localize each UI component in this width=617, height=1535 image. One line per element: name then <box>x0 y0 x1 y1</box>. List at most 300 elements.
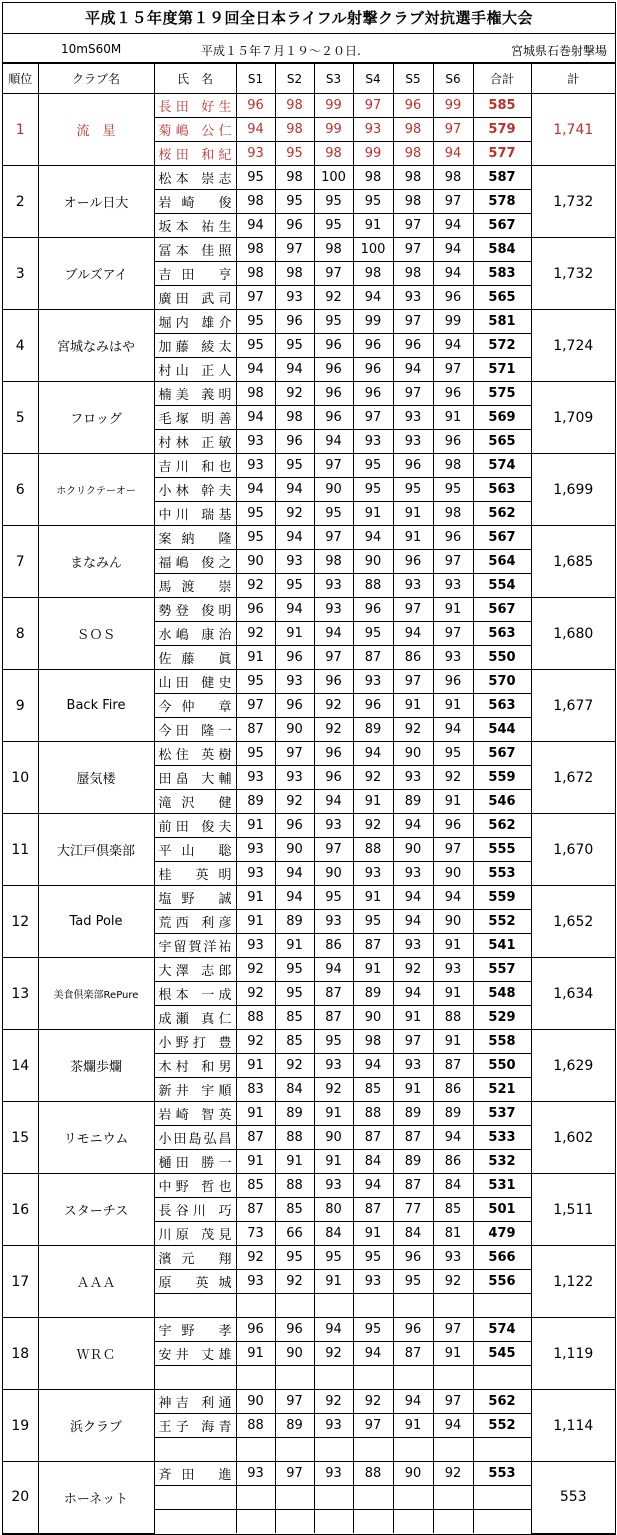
shooter-name: 根本 一成 <box>154 982 236 1006</box>
series-score-s2: 90 <box>275 718 314 742</box>
series-score-s3: 97 <box>314 454 353 478</box>
series-score-s6: 95 <box>433 742 473 766</box>
shooter-sum: 577 <box>473 142 531 166</box>
series-score-s5: 90 <box>393 1462 433 1486</box>
series-score-s2: 93 <box>275 550 314 574</box>
shooter-sum: 531 <box>473 1174 531 1198</box>
club-name: 蜃気楼 <box>38 742 154 814</box>
shooter-name: 福嶋 俊之 <box>154 550 236 574</box>
series-score-s3: 95 <box>314 1246 353 1270</box>
series-score-s3: 93 <box>314 1174 353 1198</box>
series-score-s6: 91 <box>433 1030 473 1054</box>
shooter-name: 中川 瑞基 <box>154 502 236 526</box>
series-score-s5: 94 <box>393 910 433 934</box>
club-name: Back Fire <box>38 670 154 742</box>
club-name: 大江戸倶楽部 <box>38 814 154 886</box>
series-score-s5 <box>393 1486 433 1510</box>
shooter-name: 前田 俊夫 <box>154 814 236 838</box>
shooter-sum: 532 <box>473 1150 531 1174</box>
team-total: 1,724 <box>531 310 615 382</box>
series-score-s3: 95 <box>314 214 353 238</box>
rank-cell: 10 <box>3 742 38 814</box>
series-score-s1: 91 <box>236 1342 275 1366</box>
shooter-name: 坂本 祐生 <box>154 214 236 238</box>
table-row <box>3 670 615 694</box>
rank-cell: 2 <box>3 166 38 238</box>
shooter-name: 長田 好生 <box>154 94 236 118</box>
shooter-name: 堀内 雄介 <box>154 310 236 334</box>
series-score-s1: 94 <box>236 214 275 238</box>
series-score-s3: 95 <box>314 886 353 910</box>
shooter-name: 樋田 勝一 <box>154 1150 236 1174</box>
series-score-s2: 92 <box>275 1054 314 1078</box>
series-score-s1: 95 <box>236 310 275 334</box>
shooter-sum: 541 <box>473 934 531 958</box>
series-score-s4: 95 <box>353 910 393 934</box>
shooter-sum: 566 <box>473 1246 531 1270</box>
series-score-s4: 96 <box>353 334 393 358</box>
series-score-s6: 95 <box>433 478 473 502</box>
series-score-s6: 99 <box>433 94 473 118</box>
series-score-s2: 96 <box>275 814 314 838</box>
table-row <box>3 1246 615 1270</box>
series-score-s2: 89 <box>275 910 314 934</box>
series-score-s4: 94 <box>353 286 393 310</box>
series-score-s6: 87 <box>433 1054 473 1078</box>
series-score-s4: 93 <box>353 670 393 694</box>
series-score-s1: 94 <box>236 358 275 382</box>
series-score-s2: 96 <box>275 214 314 238</box>
rank-cell: 18 <box>3 1318 38 1390</box>
shooter-name: 冨本 佳照 <box>154 238 236 262</box>
shooter-name: 松本 崇志 <box>154 166 236 190</box>
series-score-s4: 87 <box>353 1198 393 1222</box>
series-score-s4: 97 <box>353 1414 393 1438</box>
series-score-s6: 96 <box>433 286 473 310</box>
series-score-s6 <box>433 1510 473 1534</box>
shooter-name: 岩崎 俊 <box>154 190 236 214</box>
series-score-s3 <box>314 1486 353 1510</box>
shooter-sum: 581 <box>473 310 531 334</box>
club-name: 茶爛歩爛 <box>38 1030 154 1102</box>
shooter-sum: 570 <box>473 670 531 694</box>
results-table <box>3 63 615 1534</box>
series-score-s2: 98 <box>275 118 314 142</box>
team-total: 1,114 <box>531 1390 615 1462</box>
series-score-s4 <box>353 1294 393 1318</box>
series-score-s6: 96 <box>433 670 473 694</box>
series-score-s4: 88 <box>353 838 393 862</box>
series-score-s4: 95 <box>353 478 393 502</box>
series-score-s5: 94 <box>393 982 433 1006</box>
series-score-s4: 98 <box>353 1030 393 1054</box>
team-total: 1,672 <box>531 742 615 814</box>
series-score-s4: 91 <box>353 1222 393 1246</box>
team-total: 1,629 <box>531 1030 615 1102</box>
shooter-sum: 584 <box>473 238 531 262</box>
series-score-s2: 96 <box>275 310 314 334</box>
series-score-s4: 92 <box>353 814 393 838</box>
series-score-s5: 94 <box>393 814 433 838</box>
series-score-s6: 85 <box>433 1198 473 1222</box>
series-score-s2: 94 <box>275 478 314 502</box>
series-score-s2: 95 <box>275 190 314 214</box>
series-score-s2: 94 <box>275 358 314 382</box>
series-score-s4: 95 <box>353 1318 393 1342</box>
shooter-name: 山田 健史 <box>154 670 236 694</box>
series-score-s1: 95 <box>236 166 275 190</box>
rank-cell: 14 <box>3 1030 38 1102</box>
series-score-s5: 90 <box>393 838 433 862</box>
table-row <box>3 1102 615 1126</box>
shooter-sum: 533 <box>473 1126 531 1150</box>
series-score-s1: 93 <box>236 862 275 886</box>
series-score-s6: 91 <box>433 790 473 814</box>
shooter-sum: 574 <box>473 1318 531 1342</box>
series-score-s5: 93 <box>393 1054 433 1078</box>
series-score-s6 <box>433 1438 473 1462</box>
series-score-s1 <box>236 1510 275 1534</box>
shooter-name: 木村 和男 <box>154 1054 236 1078</box>
series-score-s4: 92 <box>353 1390 393 1414</box>
rank-cell: 1 <box>3 94 38 166</box>
series-score-s3 <box>314 1294 353 1318</box>
shooter-sum: 550 <box>473 646 531 670</box>
series-score-s4: 91 <box>353 790 393 814</box>
rank-cell: 15 <box>3 1102 38 1174</box>
header-total: 計 <box>531 64 615 94</box>
shooter-name: 斉田 進 <box>154 1462 236 1486</box>
header-s1: S1 <box>236 64 275 94</box>
header-rank: 順位 <box>3 64 38 94</box>
series-score-s3: 93 <box>314 1054 353 1078</box>
rank-cell: 7 <box>3 526 38 598</box>
series-score-s4: 91 <box>353 958 393 982</box>
club-name: ホクリクテーオー <box>38 454 154 526</box>
series-score-s2: 92 <box>275 790 314 814</box>
team-total: 1,677 <box>531 670 615 742</box>
series-score-s5: 97 <box>393 238 433 262</box>
table-row <box>3 1030 615 1054</box>
series-score-s4: 94 <box>353 526 393 550</box>
series-score-s1: 93 <box>236 142 275 166</box>
series-score-s1: 92 <box>236 574 275 598</box>
series-score-s6: 81 <box>433 1222 473 1246</box>
series-score-s5: 94 <box>393 622 433 646</box>
series-score-s2: 84 <box>275 1078 314 1102</box>
shooter-name: 平山 聡 <box>154 838 236 862</box>
shooter-sum: 529 <box>473 1006 531 1030</box>
series-score-s3: 94 <box>314 430 353 454</box>
series-score-s4 <box>353 1438 393 1462</box>
series-score-s3: 94 <box>314 622 353 646</box>
shooter-name <box>154 1486 236 1510</box>
series-score-s3: 93 <box>314 574 353 598</box>
shooter-name: 原 英城 <box>154 1270 236 1294</box>
shooter-name: 菊嶋 公仁 <box>154 118 236 142</box>
series-score-s4: 96 <box>353 358 393 382</box>
shooter-sum: 552 <box>473 1414 531 1438</box>
series-score-s1 <box>236 1366 275 1390</box>
club-name: ＡＡＡ <box>38 1246 154 1318</box>
series-score-s5: 98 <box>393 166 433 190</box>
series-score-s3: 97 <box>314 646 353 670</box>
series-score-s2: 85 <box>275 1006 314 1030</box>
series-score-s1: 87 <box>236 718 275 742</box>
series-score-s3: 94 <box>314 958 353 982</box>
series-score-s1: 93 <box>236 766 275 790</box>
series-score-s4: 94 <box>353 1342 393 1366</box>
series-score-s5: 91 <box>393 1078 433 1102</box>
series-score-s6: 99 <box>433 310 473 334</box>
shooter-sum: 562 <box>473 502 531 526</box>
series-score-s6 <box>433 1366 473 1390</box>
series-score-s6: 94 <box>433 718 473 742</box>
series-score-s1: 93 <box>236 454 275 478</box>
series-score-s1: 89 <box>236 790 275 814</box>
shooter-sum: 550 <box>473 1054 531 1078</box>
table-row <box>3 382 615 406</box>
team-total: 1,741 <box>531 94 615 166</box>
shooter-name: 滝沢 健 <box>154 790 236 814</box>
series-score-s5: 91 <box>393 1006 433 1030</box>
series-score-s2: 95 <box>275 1246 314 1270</box>
shooter-name: 案納 隆 <box>154 526 236 550</box>
series-score-s2 <box>275 1510 314 1534</box>
series-score-s4: 85 <box>353 1078 393 1102</box>
series-score-s6: 97 <box>433 622 473 646</box>
series-score-s3: 94 <box>314 1318 353 1342</box>
series-score-s5: 93 <box>393 430 433 454</box>
series-score-s2: 95 <box>275 454 314 478</box>
header-name: 氏 名 <box>154 64 236 94</box>
rank-cell: 11 <box>3 814 38 886</box>
series-score-s4: 97 <box>353 94 393 118</box>
series-score-s6: 86 <box>433 1078 473 1102</box>
shooter-name: 荒西 利彦 <box>154 910 236 934</box>
series-score-s5: 95 <box>393 1270 433 1294</box>
shooter-sum: 521 <box>473 1078 531 1102</box>
series-score-s3: 87 <box>314 1006 353 1030</box>
shooter-name: 小林 幹夫 <box>154 478 236 502</box>
shooter-name: 勢登 俊明 <box>154 598 236 622</box>
shooter-sum: 552 <box>473 910 531 934</box>
series-score-s2: 90 <box>275 1342 314 1366</box>
shooter-sum: 559 <box>473 766 531 790</box>
series-score-s6: 97 <box>433 118 473 142</box>
series-score-s2: 98 <box>275 166 314 190</box>
shooter-sum <box>473 1510 531 1534</box>
series-score-s5: 77 <box>393 1198 433 1222</box>
series-score-s1: 94 <box>236 478 275 502</box>
series-score-s6: 96 <box>433 814 473 838</box>
rank-cell: 19 <box>3 1390 38 1462</box>
series-score-s4 <box>353 1510 393 1534</box>
shooter-sum: 479 <box>473 1222 531 1246</box>
series-score-s1: 93 <box>236 430 275 454</box>
shooter-sum: 563 <box>473 622 531 646</box>
series-score-s1: 93 <box>236 1270 275 1294</box>
shooter-sum: 562 <box>473 1390 531 1414</box>
club-name: オール日大 <box>38 166 154 238</box>
series-score-s6: 94 <box>433 1414 473 1438</box>
results-body <box>3 94 615 1534</box>
shooter-sum: 563 <box>473 478 531 502</box>
shooter-name: 村山 正人 <box>154 358 236 382</box>
series-score-s2: 91 <box>275 622 314 646</box>
rank-cell: 16 <box>3 1174 38 1246</box>
series-score-s1: 90 <box>236 1390 275 1414</box>
series-score-s2: 98 <box>275 406 314 430</box>
series-score-s1: 87 <box>236 1198 275 1222</box>
series-score-s5: 96 <box>393 1318 433 1342</box>
series-score-s5: 98 <box>393 190 433 214</box>
series-score-s5: 97 <box>393 214 433 238</box>
header-s3: S3 <box>314 64 353 94</box>
results-sheet <box>2 2 616 1535</box>
series-score-s5: 96 <box>393 550 433 574</box>
series-score-s5: 93 <box>393 862 433 886</box>
series-score-s3: 90 <box>314 862 353 886</box>
series-score-s3: 87 <box>314 982 353 1006</box>
club-name: ＳＯＳ <box>38 598 154 670</box>
series-score-s5 <box>393 1366 433 1390</box>
series-score-s2: 95 <box>275 574 314 598</box>
shooter-name: 毛塚 明善 <box>154 406 236 430</box>
shooter-name: 今仲 章 <box>154 694 236 718</box>
series-score-s6 <box>433 1486 473 1510</box>
series-score-s4: 93 <box>353 1270 393 1294</box>
shooter-sum: 537 <box>473 1102 531 1126</box>
shooter-sum: 575 <box>473 382 531 406</box>
shooter-name: 加藤 綾太 <box>154 334 236 358</box>
series-score-s3: 90 <box>314 1126 353 1150</box>
series-score-s6: 93 <box>433 1246 473 1270</box>
series-score-s2: 96 <box>275 1318 314 1342</box>
series-score-s4: 87 <box>353 934 393 958</box>
series-score-s3: 96 <box>314 766 353 790</box>
shooter-sum: 553 <box>473 1462 531 1486</box>
series-score-s1: 93 <box>236 1462 275 1486</box>
table-row <box>3 166 615 190</box>
series-score-s3: 95 <box>314 190 353 214</box>
shooter-sum: 567 <box>473 742 531 766</box>
series-score-s6: 91 <box>433 934 473 958</box>
shooter-name: 塩野 誠 <box>154 886 236 910</box>
series-score-s5: 93 <box>393 934 433 958</box>
series-score-s5: 91 <box>393 1414 433 1438</box>
rank-cell: 20 <box>3 1462 38 1534</box>
series-score-s6: 94 <box>433 262 473 286</box>
shooter-name: 川原 茂見 <box>154 1222 236 1246</box>
shooter-name: 田畠 大輔 <box>154 766 236 790</box>
series-score-s3: 96 <box>314 406 353 430</box>
series-score-s1: 93 <box>236 934 275 958</box>
series-score-s1: 97 <box>236 694 275 718</box>
series-score-s4: 90 <box>353 1006 393 1030</box>
series-score-s5: 98 <box>393 142 433 166</box>
series-score-s6: 93 <box>433 574 473 598</box>
table-row <box>3 454 615 478</box>
table-row <box>3 598 615 622</box>
series-score-s1: 95 <box>236 670 275 694</box>
event-name: 10mS60M <box>61 42 122 56</box>
series-score-s2: 93 <box>275 286 314 310</box>
rank-cell: 5 <box>3 382 38 454</box>
series-score-s3: 93 <box>314 1414 353 1438</box>
series-score-s1: 91 <box>236 814 275 838</box>
series-score-s1: 98 <box>236 262 275 286</box>
team-total: 1,670 <box>531 814 615 886</box>
series-score-s1: 87 <box>236 1126 275 1150</box>
series-score-s6: 98 <box>433 166 473 190</box>
series-score-s1: 95 <box>236 502 275 526</box>
series-score-s5 <box>393 1510 433 1534</box>
shooter-sum: 546 <box>473 790 531 814</box>
rank-cell: 17 <box>3 1246 38 1318</box>
series-score-s1: 94 <box>236 406 275 430</box>
club-name: フロッグ <box>38 382 154 454</box>
series-score-s3: 92 <box>314 718 353 742</box>
series-score-s5: 89 <box>393 1102 433 1126</box>
series-score-s5: 93 <box>393 574 433 598</box>
shooter-name: 楠美 義明 <box>154 382 236 406</box>
series-score-s1: 92 <box>236 958 275 982</box>
series-score-s3: 91 <box>314 1270 353 1294</box>
team-total: 1,511 <box>531 1174 615 1246</box>
series-score-s4: 99 <box>353 310 393 334</box>
series-score-s2: 85 <box>275 1030 314 1054</box>
series-score-s3: 94 <box>314 790 353 814</box>
series-score-s6: 92 <box>433 1270 473 1294</box>
series-score-s4: 92 <box>353 766 393 790</box>
shooter-sum: 567 <box>473 214 531 238</box>
series-score-s1: 98 <box>236 238 275 262</box>
series-score-s6: 93 <box>433 958 473 982</box>
shooter-sum: 574 <box>473 454 531 478</box>
series-score-s4: 94 <box>353 1054 393 1078</box>
series-score-s6: 91 <box>433 982 473 1006</box>
series-score-s5: 97 <box>393 310 433 334</box>
table-row <box>3 526 615 550</box>
shooter-sum: 548 <box>473 982 531 1006</box>
series-score-s5: 94 <box>393 886 433 910</box>
series-score-s1: 96 <box>236 94 275 118</box>
series-score-s3: 93 <box>314 910 353 934</box>
series-score-s2: 98 <box>275 94 314 118</box>
series-score-s4: 94 <box>353 1174 393 1198</box>
shooter-name: 王子 海青 <box>154 1414 236 1438</box>
shooter-name <box>154 1294 236 1318</box>
team-total: 553 <box>531 1462 615 1534</box>
shooter-sum: 585 <box>473 94 531 118</box>
series-score-s1 <box>236 1438 275 1462</box>
series-score-s5: 92 <box>393 718 433 742</box>
shooter-name: 長谷川 巧 <box>154 1198 236 1222</box>
series-score-s3: 96 <box>314 670 353 694</box>
series-score-s2: 98 <box>275 262 314 286</box>
shooter-sum <box>473 1438 531 1462</box>
series-score-s1: 97 <box>236 286 275 310</box>
series-score-s6: 97 <box>433 838 473 862</box>
series-score-s3: 92 <box>314 1390 353 1414</box>
series-score-s6: 90 <box>433 910 473 934</box>
table-row <box>3 886 615 910</box>
series-score-s1: 96 <box>236 598 275 622</box>
team-total: 1,685 <box>531 526 615 598</box>
table-row <box>3 958 615 982</box>
shooter-sum: 579 <box>473 118 531 142</box>
